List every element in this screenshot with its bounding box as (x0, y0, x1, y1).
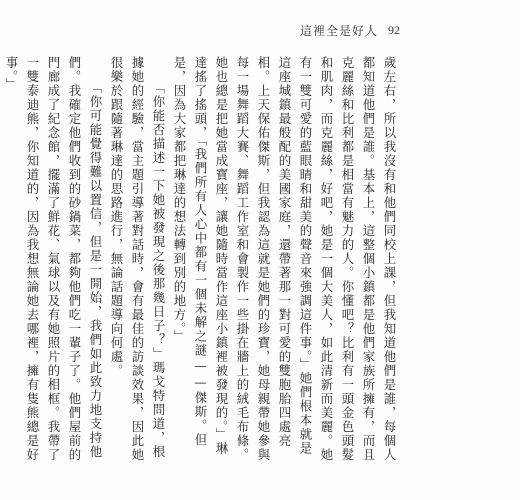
running-header (300, 22, 400, 39)
book-title: 這裡全是好人 (299, 24, 378, 38)
paragraph: 歲左右，所以我沒有和他們同校上課，但我知道他們是誰，每個人都知道他們是誰。基本上，這整個小鎮都是他們家族所擁有，而且克麗絲和比利都是相當有魅力的人。你懂吧？比利有一頭金色頭髮和肌肉，而克麗絲，好吧，她是一個大美人，如此清新而美麗。她有一雙可愛的藍眼睛和甜美的聲音來強調這件事。」她們根本就是這座城鎮最般配的美國家庭，還帶著那一對可愛的雙胞胎四處亮相。上天保佑傑斯，但我認為這就是她們的珍寶，她母親帶她參與每一場舞蹈大賽、舞蹈工作室和會製作一些掛在牆上的絨毛布條。她也總是把她當成寶座，讓她隨時當作這座小鎮裡被發現的。」琳達搖了搖頭，「我們所有人心中都有一個未解之謎——傑斯。但是，因為大家都把琳達的想法轉到別的地方。」 (172, 56, 397, 462)
paragraph: 「你能否描述一下她被發現之後那幾日子？」瑪戈特問道，根據她的經驗，當主題引導著對話時，會有最佳的訪談效果，因此她很樂於跟隨著琳達的思路進行，無論話題導向何處。 (109, 56, 166, 462)
paragraph: 「你可能覺得難以置信，但是一開始，我們如此致力地支持他們。我確定他們收到的砂鍋菜，都夠他們吃一輩子了。他們屋前的門廊成了紀念館，擺滿了鮮花、氣球以及有她照片的相框。我帶了一雙泰迪熊，你知道的，因為我想無論她去哪裡，擁有隻熊總是好事。」 (4, 56, 103, 462)
vertical-text-body (4, 56, 400, 466)
paragraph (0, 56, 1, 466)
page-number: 92 (388, 23, 400, 37)
